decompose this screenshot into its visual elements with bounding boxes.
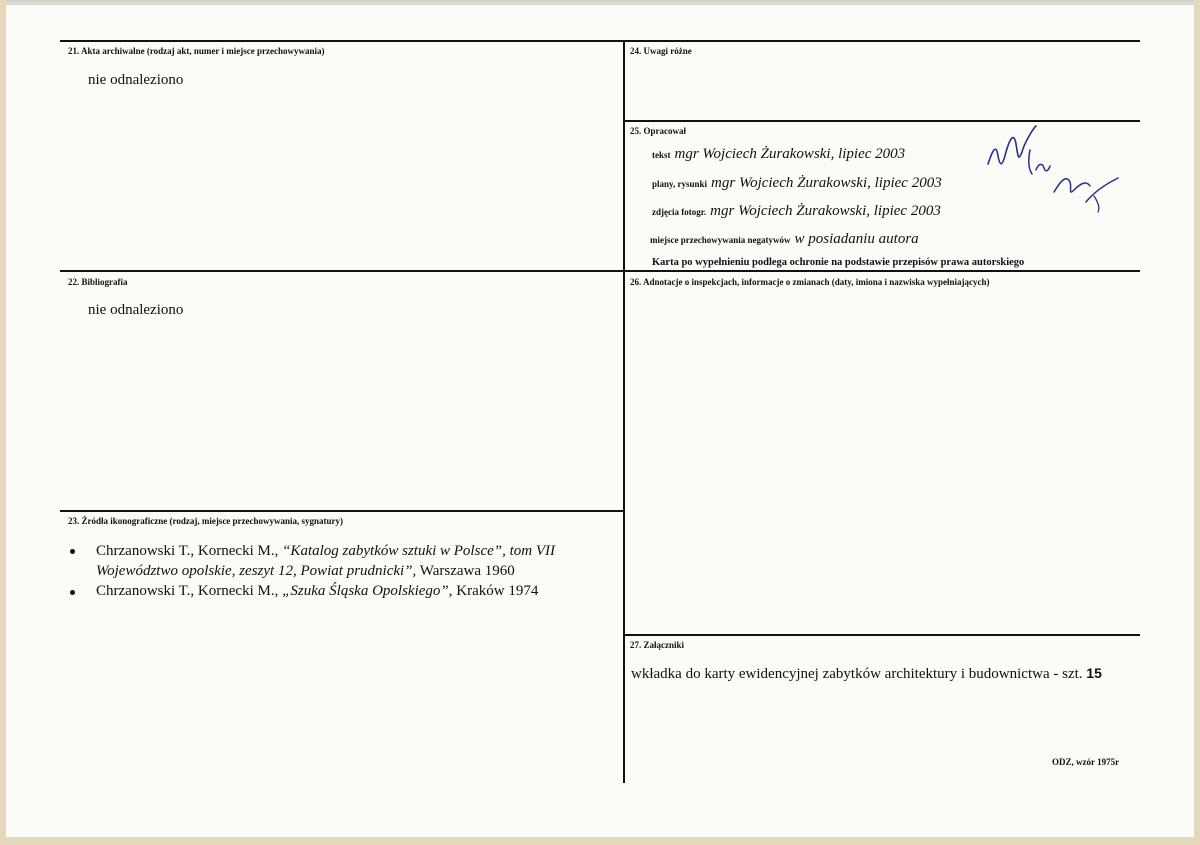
source-1-authors: Chrzanowski T., Kornecki M., (96, 543, 279, 559)
section-25-zdjecia-row (652, 202, 941, 220)
grid-line-23 (60, 510, 625, 512)
iconographic-source-1-line2 (96, 561, 515, 581)
tekst-value: mgr Wojciech Żurakowski, lipiec 2003 (674, 146, 906, 162)
section-26-label: 26. Adnotacje o inspekcjach, informacje o zmianach (daty, imiona i nazwiska wypełniających) (630, 277, 990, 287)
grid-top-line (60, 40, 1140, 42)
section-22-value: nie odnaleziono (88, 302, 184, 318)
copyright-notice: Karta po wypełnieniu podlega ochronie na podstawie przepisów prawa autorskiego (652, 257, 1025, 268)
section-27-label: 27. Załączniki (630, 640, 685, 650)
source-1-title-line1: “Katalog zabytków sztuki w Polsce”, tom VII (282, 543, 556, 559)
grid-line-22-26 (60, 270, 1140, 272)
negatywy-value: w posiadaniu autora (794, 231, 919, 247)
section-27-value-row (631, 665, 1102, 683)
section-23-label: 23. Źródła ikonograficzne (rodzaj, miejsce przechowywania, sygnatury) (68, 516, 344, 526)
form-model-footer: ODZ, wzór 1975r (1052, 757, 1120, 767)
source-1-title-line2: Województwo opolskie, zeszyt 12, Powiat prudnicki”, (96, 563, 417, 579)
tekst-label: tekst (652, 150, 671, 160)
attachment-count: 15 (1086, 665, 1102, 681)
plany-value: mgr Wojciech Żurakowski, lipiec 2003 (711, 175, 942, 191)
grid-center-divider (623, 40, 625, 783)
grid-line-27 (625, 634, 1140, 636)
section-25-negatywy-row (650, 230, 919, 248)
source-2-title: „Szuka Śląska Opolskiego”, (282, 583, 453, 599)
section-27-value: wkładka do karty ewidencyjnej zabytków architektury i budownictwa - szt. (631, 666, 1083, 682)
zdjecia-label: zdjęcia fotogr. (652, 207, 707, 217)
zdjecia-value: mgr Wojciech Żurakowski, lipiec 2003 (710, 203, 941, 219)
section-25-plany-row (652, 174, 942, 192)
section-25-label: 25. Opracował (630, 126, 686, 136)
plany-label: plany, rysunki (652, 179, 708, 189)
source-1-place-year: Warszawa 1960 (419, 563, 515, 579)
negatywy-label: miejsce przechowywania negatywów (650, 235, 791, 245)
handwritten-signature (982, 122, 1132, 227)
iconographic-source-2 (96, 581, 538, 601)
bullet-icon (70, 549, 75, 554)
source-2-authors: Chrzanowski T., Kornecki M., (96, 583, 279, 599)
bullet-icon (70, 590, 75, 595)
section-21-value: nie odnaleziono (88, 72, 184, 88)
section-22-label: 22. Bibliografia (68, 277, 128, 287)
source-2-place-year: Kraków 1974 (456, 583, 539, 599)
iconographic-source-1-line1 (96, 541, 555, 561)
section-25-tekst-row (652, 145, 905, 163)
section-21-label: 21. Akta archiwalne (rodzaj akt, numer i miejsce przechowywania) (68, 46, 325, 56)
section-24-label: 24. Uwagi różne (630, 46, 692, 56)
